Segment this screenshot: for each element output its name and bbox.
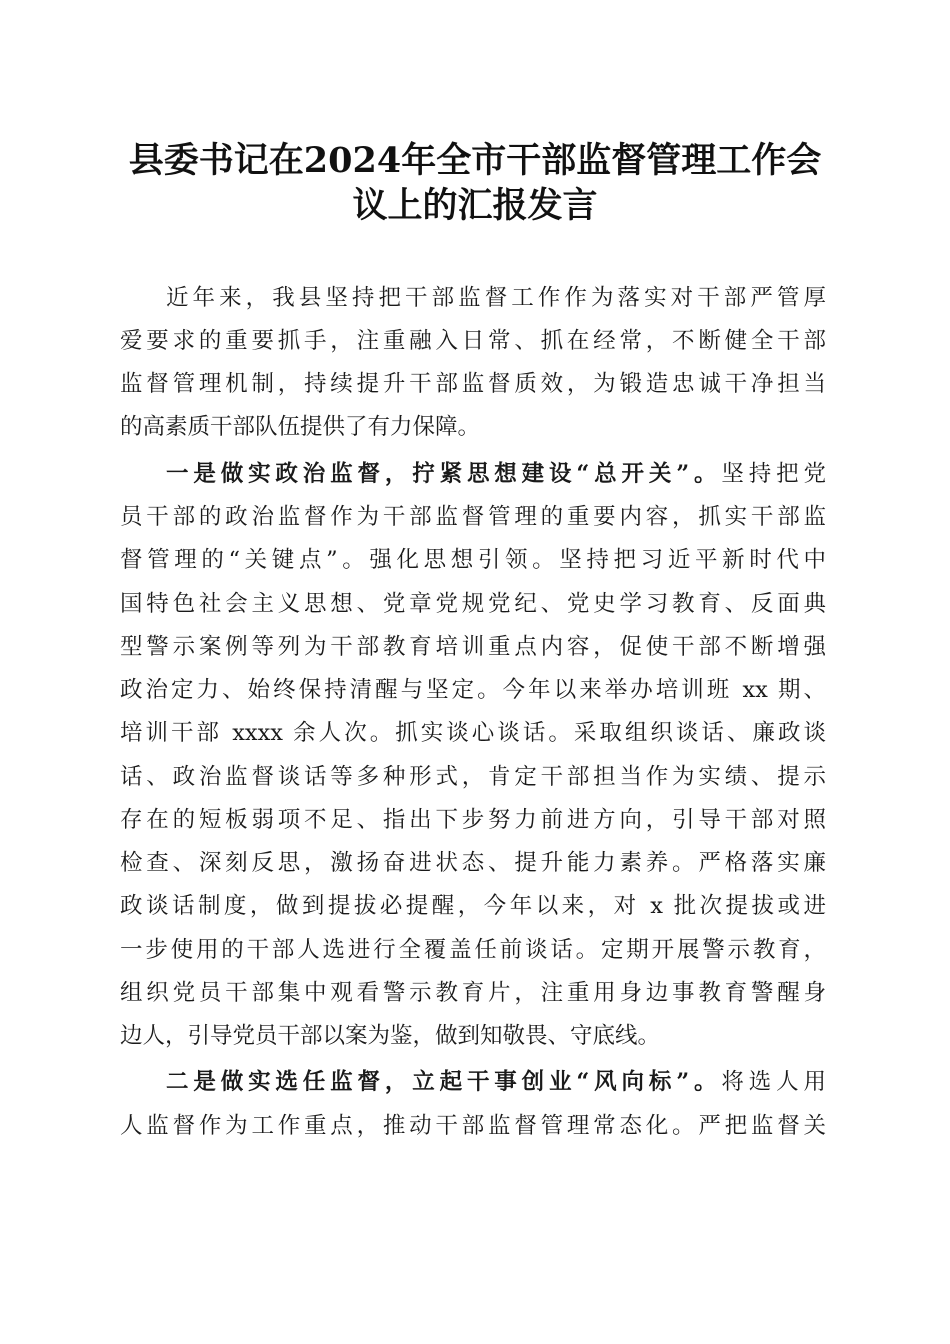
paragraph-line: 近年来，我县坚持把干部监督工作作为落实对干部严管厚 [166,285,826,311]
paragraph-line: 员干部的政治监督作为干部监督管理的重要内容，抓实干部监 [120,504,826,530]
paragraph-line: 的高素质干部队伍提供了有力保障。 [120,414,481,440]
paragraph-line: 政治定力、始终保持清醒与坚定。今年以来举办培训班 xx 期、 [120,677,826,703]
paragraph-line: 一步使用的干部人选进行全覆盖任前谈话。定期开展警示教育， [120,937,826,963]
paragraph-line: 国特色社会主义思想、党章党规党纪、党史学习教育、反面典 [120,591,826,617]
paragraph-line: 督管理的“关键点”。强化思想引领。坚持把习近平新时代中 [120,547,826,573]
paragraph-line-rest: 坚持把党 [721,461,826,487]
section-heading: 一是做实政治监督，拧紧思想建设“总开关”。 [166,461,722,487]
paragraph-first-line [166,1062,826,1102]
section-heading: 二是做实选任监督，立起干事创业“风向标”。 [166,1069,722,1095]
paragraph-line: 型警示案例等列为干部教育培训重点内容，促使干部不断增强 [120,634,826,660]
paragraph-line: 检查、深刻反思，激扬奋进状态、提升能力素养。严格落实廉 [120,850,826,876]
paragraph-line: 政谈话制度，做到提拔必提醒，今年以来，对 x 批次提拔或进 [120,893,826,919]
paragraph-first-line [166,454,826,494]
document-title-line-2: 议上的汇报发言 [352,185,598,226]
paragraph-line: 爱要求的重要抓手，注重融入日常、抓在经常，不断健全干部 [120,328,826,354]
paragraph-line: 培训干部 xxxx 余人次。抓实谈心谈话。采取组织谈话、廉政谈 [120,720,826,746]
paragraph-line-rest: 将选人用 [721,1069,826,1095]
paragraph-line: 组织党员干部集中观看警示教育片，注重用身边事教育警醒身 [120,980,826,1006]
paragraph-line: 话、政治监督谈话等多种形式，肯定干部担当作为实绩、提示 [120,764,826,790]
paragraph-line: 人监督作为工作重点，推动干部监督管理常态化。严把监督关 [120,1113,826,1139]
document-title-line-1: 县委书记在2024年全市干部监督管理工作会 [128,140,822,181]
paragraph-line: 存在的短板弱项不足、指出下步努力前进方向，引导干部对照 [120,807,826,833]
paragraph-line: 监督管理机制，持续提升干部监督质效，为锻造忠诚干净担当 [120,371,826,397]
paragraph-line: 边人，引导党员干部以案为鉴，做到知敬畏、守底线。 [120,1023,661,1049]
